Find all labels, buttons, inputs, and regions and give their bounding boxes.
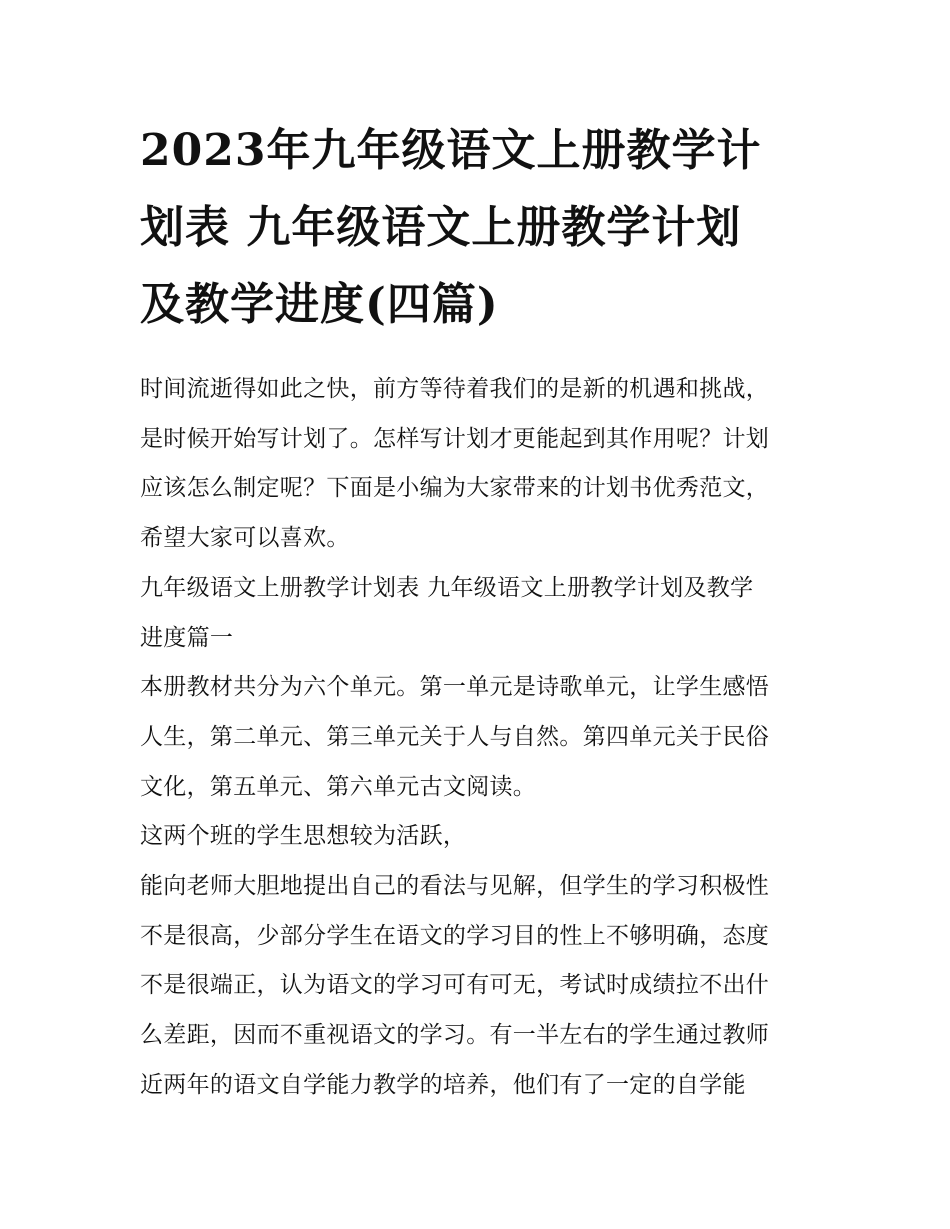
document-title: [140, 112, 820, 343]
title-line: 及教学进度(四篇): [140, 279, 499, 330]
document-page: [140, 112, 820, 1111]
body-text-line: 不是很端正，认为语文的学习可有可无，考试时成绩拉不出什: [140, 972, 770, 999]
document-body: [140, 365, 820, 1111]
intro-line: 希望大家可以喜欢。: [140, 525, 350, 552]
body-text-line: 这两个班的学生思想较为活跃，: [140, 823, 467, 850]
body-text-line: 能向老师大胆地提出自己的看法与见解，但学生的学习积极性: [140, 873, 770, 900]
section-heading-line: 九年级语文上册教学计划表 九年级语文上册教学计划及教学: [140, 574, 754, 601]
intro-line: 时间流逝得如此之快，前方等待着我们的是新的机遇和挑战，: [140, 376, 770, 402]
section-heading-line: 进度篇一: [140, 624, 234, 651]
body-text-line: 文化，第五单元、第六单元古文阅读。: [140, 773, 537, 800]
body-text-line: 不是很高，少部分学生在语文的学习目的性上不够明确，态度: [140, 922, 770, 949]
body-text-line: 人生，第二单元、第三单元关于人与自然。第四单元关于民俗: [140, 723, 770, 750]
intro-line: 应该怎么制定呢？下面是小编为大家带来的计划书优秀范文，: [140, 475, 770, 502]
title-line: 划表 九年级语文上册教学计划: [140, 202, 742, 253]
body-text-line: 本册教材共分为六个单元。第一单元是诗歌单元，让学生感悟: [140, 674, 770, 701]
title-line: 2023年九年级语文上册教学计: [140, 125, 762, 176]
body-text-line: 近两年的语文自学能力教学的培养，他们有了一定的自学能: [140, 1071, 746, 1098]
intro-line: 是时候开始写计划了。怎样写计划才更能起到其作用呢？计划: [140, 425, 770, 452]
body-text-line: 么差距，因而不重视语文的学习。有一半左右的学生通过教师: [140, 1022, 770, 1049]
